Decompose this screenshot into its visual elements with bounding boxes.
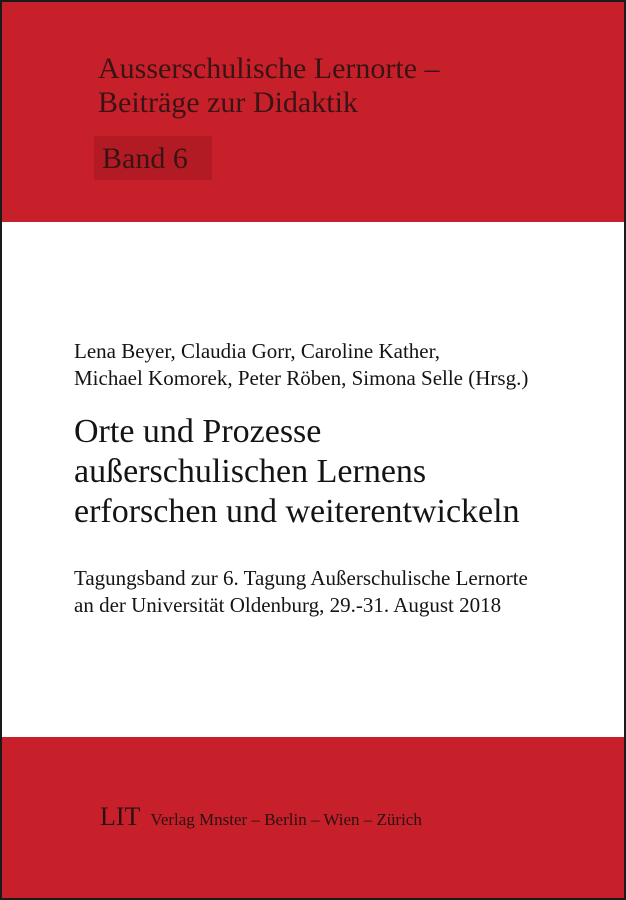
book-title-line-3: erforschen und weiterentwickeln	[74, 493, 520, 530]
series-title-line-2: Beiträge zur Didaktik	[98, 86, 358, 119]
book-title	[74, 412, 520, 532]
subtitle	[74, 565, 528, 619]
publisher-logo: LIT	[100, 802, 141, 831]
book-title-line-1: Orte und Prozesse	[74, 413, 322, 450]
book-title-line-2: außerschulischen Lernens	[74, 453, 427, 490]
editors-line-1: Lena Beyer, Claudia Gorr, Caroline Kather,	[74, 339, 441, 363]
series-title-line-1: Ausserschulische Lernorte –	[98, 52, 440, 85]
series-title	[98, 52, 440, 120]
editors-line-2: Michael Komorek, Peter Röben, Simona Selle (Hrsg.)	[74, 366, 529, 390]
subtitle-line-1: Tagungsband zur 6. Tagung Außerschulische Lernorte	[74, 566, 528, 590]
subtitle-line-2: an der Universität Oldenburg, 29.-31. August 2018	[74, 593, 502, 617]
volume-label: Band 6	[102, 142, 188, 175]
editors	[74, 338, 528, 392]
publisher-imprint	[100, 802, 422, 832]
publisher-locations: Verlag Mnster – Berlin – Wien – Zürich	[150, 810, 422, 829]
